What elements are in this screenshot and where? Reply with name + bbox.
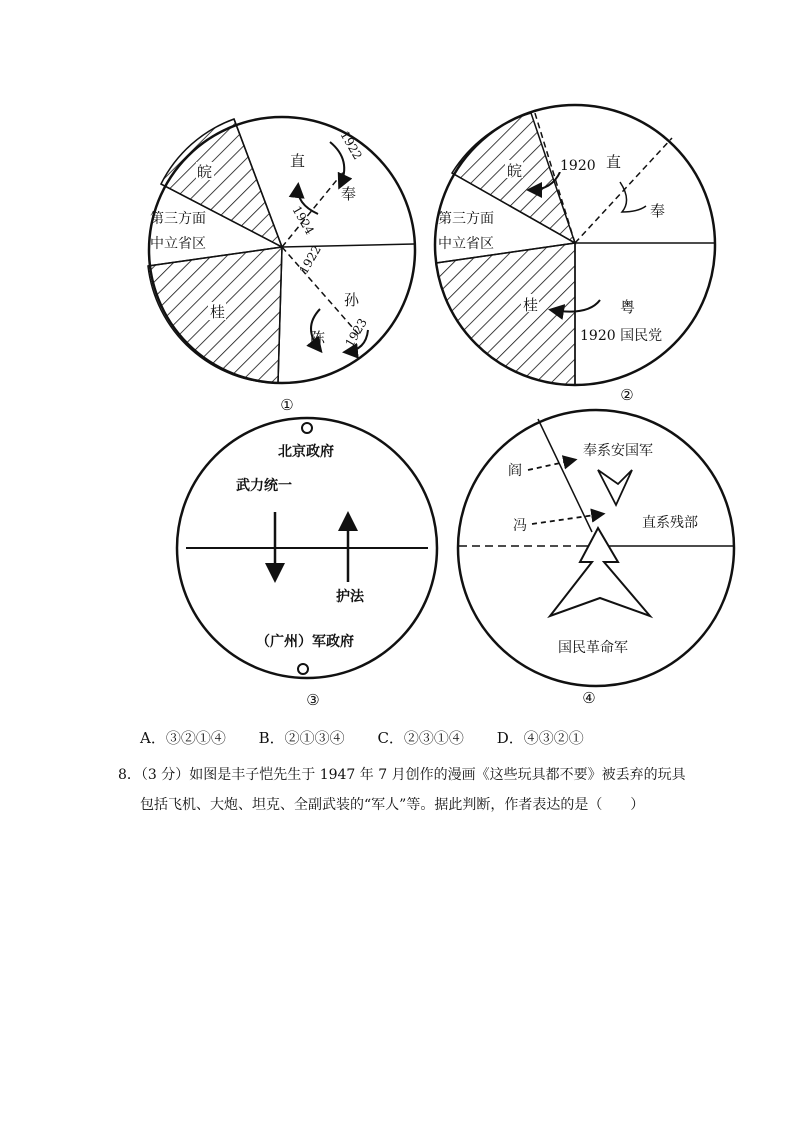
fig1-year-1922b: 1922: [296, 243, 324, 277]
fig3-label-protect: 护法: [336, 589, 364, 605]
fig3-caption: ③: [306, 691, 320, 709]
fig2-label-guomindang: 1920 国民党: [580, 328, 663, 344]
fig2-label-yue: 粤: [620, 298, 636, 316]
figure-2: [435, 105, 715, 385]
fig1-label-gui: 桂: [210, 303, 226, 321]
question-8-line-2: 包括飞机、大炮、坦克、全副武装的“军人”等。据此判断，作者表达的是（ ）: [140, 797, 645, 813]
fig4-caption: ④: [582, 689, 596, 707]
fig4-label-nra: 国民革命军: [558, 640, 628, 656]
fig2-label-zhi: 直: [606, 153, 622, 171]
fig1-year-1922: 1922: [337, 128, 365, 162]
fig3-label-force: 武力统一: [236, 478, 292, 494]
fig4-arrow-yan: [528, 460, 574, 470]
fig1-year-1924: 1924: [289, 203, 317, 237]
fig1-wan-sector: [161, 119, 282, 247]
figure-3: [177, 418, 437, 678]
fig2-label-third-1: 第三方面: [438, 211, 494, 227]
answer-options: [140, 727, 612, 748]
fig4-label-feng: 冯: [513, 518, 527, 534]
fig1-label-sun: 孙: [344, 291, 360, 309]
fig3-label-bottom: （广州）军政府: [256, 634, 354, 650]
fig3-top-dot: [302, 423, 312, 433]
fig2-year-1920: 1920: [560, 158, 596, 174]
fig1-label-wan: 皖: [197, 163, 213, 181]
fig4-fengxi-arrow: [598, 470, 632, 505]
fig2-label-wan: 皖: [507, 162, 523, 180]
fig1-arrow-1922: [330, 142, 344, 186]
fig2-label-gui: 桂: [523, 296, 539, 314]
fig4-diagonal: [538, 419, 592, 532]
fig4-nra-arrow: [550, 528, 650, 616]
fig1-caption: ①: [280, 396, 294, 414]
option-d[interactable]: D．④③②①: [496, 729, 584, 747]
fig1-label-zhi: 直: [290, 152, 306, 170]
fig2-label-feng: 奉: [650, 202, 666, 220]
question-8: [118, 760, 758, 820]
figure-1: [148, 117, 415, 383]
fig2-tick-feng: [620, 182, 646, 212]
figure-4: [458, 410, 734, 686]
fig4-label-fengxi: 奉系安国军: [583, 443, 653, 459]
fig1-label-third-2: 中立省区: [150, 236, 206, 252]
fig2-gui-sector: [436, 243, 575, 385]
question-8-line-1: 8．（3 分）如图是丰子恺先生于 1947 年 7 月创作的漫画《这些玩具都不要》被丢弃的玩具: [118, 767, 686, 783]
option-a[interactable]: A．③②①④: [140, 729, 226, 747]
fig3-bottom-dot: [298, 664, 308, 674]
option-c[interactable]: C．②③①④: [377, 729, 464, 747]
fig1-label-third-1: 第三方面: [150, 211, 206, 227]
fig1-label-chen: 陈: [310, 329, 326, 347]
fig2-caption: ②: [620, 386, 634, 404]
fig4-label-yan: 阎: [508, 463, 522, 479]
option-b[interactable]: B．②①③④: [258, 729, 345, 747]
fig1-label-feng: 奉: [341, 185, 357, 203]
fig3-label-top: 北京政府: [278, 444, 334, 460]
fig2-label-third-2: 中立省区: [438, 236, 494, 252]
fig4-arrow-feng: [532, 514, 602, 524]
fig1-year-1923: 1923: [342, 316, 370, 350]
fig4-label-zhixi: 直系残部: [642, 515, 698, 531]
